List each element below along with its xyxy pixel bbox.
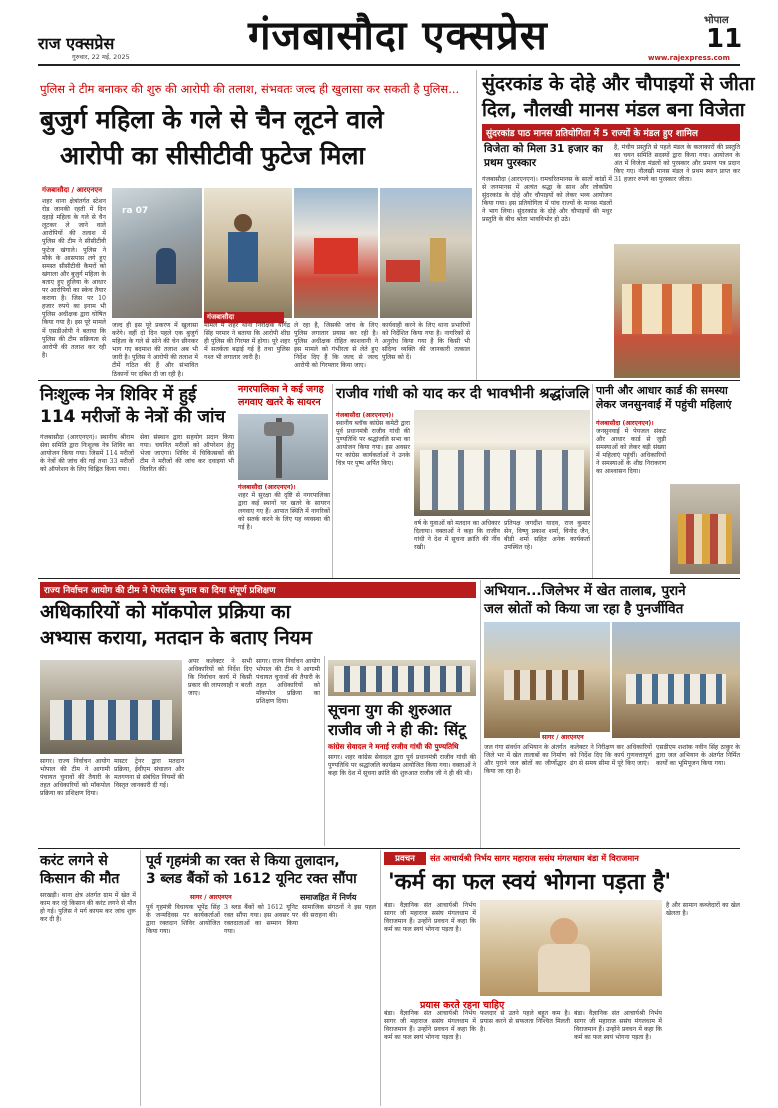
- edition-city: भोपाल: [704, 15, 729, 26]
- story2-boxhead-1: विजेता को मिला 31 हजार का: [484, 143, 603, 155]
- story12-body-col2: फलदार से उतने पहले बहुत कम है। प्रयास करने से सफलता निश्चित मिलती है।: [480, 1010, 570, 1034]
- story12-body-col2b: बंडा। वैज्ञानिक संत आचार्यश्री निर्भय सागर जी महाराज ससंघ मंगलधाम में विराजमान हैं। उन्होंने प्रवचन में कहा कि कर्म का फल स्वयं भोगना पड़ता है।: [574, 1010, 662, 1042]
- story1-headline-1: बुजुर्ग महिला के गले से चैन लूटने वाले: [40, 105, 384, 134]
- story5-headline: राजीव गांधी को याद कर दी भावभीनी श्रद्धांजलि: [336, 386, 590, 402]
- story9-body-col1: जल गंगा संवर्धन अभियान के अंतर्गत जिले भर में खेत तालाबों का निर्माण और पुराने जल स्रोतों का जीर्णोद्धार किया जा रहा है।: [484, 744, 566, 776]
- story3-body-col1: गंजबासौदा (आरएनएन)। स्थानीय श्रीराम सेवा समिति द्वारा निःशुल्क नेत्र शिविर का आयोजन किया गया। जिसमें 114 मरीजों के नेत्रों की जांच की गई तथा 33 मरीजों को ऑपरेशन के लिए चिह्नित किया गया।: [40, 434, 134, 474]
- story8-subhead: कांग्रेस सेवादल ने मनाई राजीव गांधी की पुण्यतिथि: [328, 742, 459, 751]
- divider: [140, 850, 141, 1106]
- story12-body-col3: है और सामान कब्जेदारों का खेल खेलता है।: [666, 902, 740, 918]
- story12-body-col1: बंडा। वैज्ञानिक संत आचार्यश्री निर्भय सागर जी महाराज ससंघ मंगलधाम में विराजमान हैं। उन्होंने प्रवचन में कहा कि कर्म का फल स्वयं भोगना पड़ता है।: [384, 902, 476, 934]
- divider: [332, 384, 333, 578]
- story12-headline: 'कर्म का फल स्वयं भोगना पड़ता है': [388, 870, 672, 895]
- story4-headline-2: लगवाए खतरे के सायरन: [238, 397, 321, 408]
- story1-photo-suspect: [204, 188, 292, 318]
- story1-photo-cctv: ra 07: [112, 188, 202, 318]
- story8-body: सागर। शहर कांग्रेस सेवादल द्वारा पूर्व प्रधानमंत्री राजीव गांधी की पुण्यतिथि पर श्रद्धांजलि कार्यक्रम आयोजित किया गया। वक्ताओं ने कहा कि देश में सूचना क्रांति की शुरुआत राजीव जी ने ही की थी।: [328, 754, 476, 778]
- story1-body-col3: मामले में शहर थाना निरीक्षक योगेंद्र सिंह परमार ने बताया कि आरोपी शीघ्र ही पुलिस की गिरफ्त में होगा। पूरे शहर में सतर्कता बढ़ाई गई है तथा पुलिस गश्त भी लगातार जारी है।: [204, 322, 290, 362]
- story2-body-col1: गंजबासौदा (आरएनएन)। रामचरितमानस के सातों कांडों में से जनमानस में अत्यंत श्रद्धा के साथ और लोकप्रिय सुंदरकांड के दोहे और चौपाइयों को लेकर भव्य आयोजन किया गया। इस प्रतियोगिता में पांच राज्यों के मानस मंडलों ने भाग लिया। सुंदरकांड के दोहे और चौपाइयों की मधुर प्रस्तुति के बीच श्रोता भावविभोर हो उठे।: [482, 176, 612, 224]
- story12-body-col1b: बंडा। वैज्ञानिक संत आचार्यश्री निर्भय सागर जी महाराज ससंघ मंगलधाम में विराजमान हैं। उन्होंने प्रवचन में कहा कि कर्म का फल स्वयं भोगना पड़ता है।: [384, 1010, 476, 1042]
- newspaper-title: राज एक्सप्रेस: [38, 34, 115, 53]
- story6-body: जनसुनवाई में पेयजल संकट और आधार कार्ड से जुड़ी समस्याओं को लेकर बड़ी संख्या में महिलाएं पहुंचीं। अधिकारियों ने समस्याओं के शीघ्र निराकरण का आश्वासन दिया।: [596, 428, 666, 476]
- story1-byline: गंजबासौदा / आरएनएन: [42, 186, 102, 194]
- story8-photo: [328, 660, 476, 696]
- story9-photo-site: [612, 622, 740, 738]
- story1-body-col4: ले रहा है, जिसकी जांच के लिए पुलिस लगातार प्रयास कर रही है। पुलिस अधीक्षक रोहित काशवानी ने इस मामले को गंभीरता से लेते हुए निर्देश दिए हैं कि जल्द से जल्द आरोपी को गिरफ्तार किया जाए।: [294, 322, 378, 370]
- story11-body-col2: 3 ब्लड बैंकों को 1612 यूनिट रक्त सौंपा गया। इस अवसर पर रक्तदाताओं का सम्मान किया गया।: [224, 904, 298, 936]
- story8-headline-2: राजीव जी ने ही की: सिंटू: [328, 721, 466, 739]
- story12-label: प्रवचन: [384, 852, 426, 865]
- story7-body-col3: अपर कलेक्टर ने सभी अधिकारियों को निर्देश दिए कि निर्वाचन कार्य में किसी प्रकार की लापरवाही न बरती जाए।: [188, 658, 252, 698]
- issue-date: गुरुवार, 22 मई, 2025: [72, 53, 130, 61]
- story1-kicker: पुलिस ने टीम बनाकर की शुरु की आरोपी की तलाश, संभवतः जल्द ही खुलासा कर सकती है पुलिस...: [40, 82, 460, 96]
- story1-photo-temple: [294, 188, 378, 318]
- story5-body-col1: स्थानीय ब्लॉक कांग्रेस कमेटी द्वारा पूर्व प्रधानमंत्री राजीव गांधी की पुण्यतिथि पर श्रद्धांजलि सभा का आयोजन किया गया। इस अवसर पर कांग्रेस कार्यकर्ताओं ने उनके चित्र पर पुष्प अर्पित किए।: [336, 420, 410, 468]
- story4-photo-siren: [238, 414, 328, 480]
- story12-subhead: प्रयास करते रहना चाहिए: [420, 1000, 505, 1011]
- divider: [324, 656, 325, 846]
- story3-headline-2: 114 मरीजों के नेत्रों की जांच: [40, 407, 226, 427]
- divider: [476, 70, 477, 380]
- divider: [592, 384, 593, 578]
- divider: [38, 578, 740, 579]
- story4-byline: गंजबासौदा (आरएनएन)।: [238, 484, 296, 491]
- story4-headline-1: नगरपालिका ने कई जगह: [238, 384, 324, 395]
- story2-headline-1: सुंदरकांड के दोहे और चौपाइयों से जीता: [482, 73, 755, 95]
- divider: [480, 580, 481, 848]
- story11-headline-2: 3 ब्लड बैंकों को 1612 यूनिट रक्त सौंपा: [146, 871, 357, 887]
- story12-kicker: संत आचार्यश्री निर्भय सागर महाराज ससंघ मंगलधाम बंडा में विराजमान: [430, 853, 639, 863]
- story9-body-col2: कलेक्टर ने निरीक्षण कर अधिकारियों को निर्देश दिए कि कार्य गुणवत्तापूर्ण ढंग से समय सीमा में पूरे किए जाएं।: [570, 744, 652, 768]
- masthead: [0, 0, 778, 66]
- story5-body-col3: प्रतिपक्ष जगदीश यादव, राज कुमार सेन, विष्णु प्रकाश शर्मा, विनोद जैन, बीडी शर्मा सहित अनेक कार्यकर्ता उपस्थित रहे।: [504, 520, 590, 552]
- story5-byline: गंजबासौदा (आरएनएन)।: [336, 412, 394, 419]
- story1-photo-label: गंजबासौदा: [204, 312, 284, 323]
- story9-byline: सागर / आरएनएन: [540, 732, 610, 741]
- page-title: गंजबासौदा एक्सप्रेस: [248, 13, 548, 59]
- story11-subhead: समाजहित में निर्णय: [300, 893, 357, 902]
- story7-body-col4: सागर। राज्य निर्वाचन आयोग भोपाल की टीम ने आगामी पंचायत चुनावों की तैयारी के तहत अधिकारियों को मॉकपोल प्रक्रिया का प्रशिक्षण दिया।: [256, 658, 320, 706]
- story6-photo: [670, 484, 740, 574]
- story3-body-col2: सेवा संस्थान द्वारा सहयोग प्रदान किया गया। चयनित मरीजों को ऑपरेशन हेतु भेजा जाएगा। शिविर में चिकित्सकों की टीम ने मरीजों की जांच कर दवाइयां भी वितरित कीं।: [140, 434, 234, 474]
- story4-body: शहर में सुरक्षा की दृष्टि से नगरपालिका द्वारा कई स्थानों पर खतरे के सायरन लगवाए गए हैं। आपात स्थिति में नागरिकों को सतर्क करने के लिए यह व्यवस्था की गई है।: [238, 492, 330, 532]
- story9-body-col3: एसडीएम शशांक नवीन सिंह ठाकुर के द्वारा जल अभियान के अंतर्गत निर्मित कार्यों का भूमिपूजन किया गया।: [656, 744, 740, 768]
- divider: [380, 850, 381, 1106]
- story6-byline: गंजबासौदा (आरएनएन)।: [596, 420, 654, 427]
- story8-headline-1: सूचना युग की शुरुआत: [328, 701, 452, 719]
- story1-photo-police: [380, 188, 472, 318]
- story2-headline-2: दिल, नौलखी मानस मंडल बना विजेता: [482, 99, 745, 121]
- story7-body-col1: सागर। राज्य निर्वाचन आयोग भोपाल की टीम ने आगामी पंचायत चुनावों की तैयारी के तहत अधिकारियों को मॉकपोल प्रक्रिया का प्रशिक्षण दिया।: [40, 758, 110, 798]
- story7-body-col2: मास्टर ट्रेनर द्वारा मतदान प्रक्रिया, ईवीएम संचालन और मतगणना से संबंधित नियमों की विस्तृत जानकारी दी गई।: [114, 758, 184, 790]
- story10-headline-2: किसान की मौत: [40, 871, 120, 887]
- website-link[interactable]: www.rajexpress.com: [648, 54, 730, 62]
- story9-headline-1: अभियान...जिलेभर में खेत तालाब, पुराने: [484, 583, 686, 599]
- story6-headline-1: पानी और आधार कार्ड की समस्या: [596, 384, 728, 397]
- story5-body-col2: वर्ष के युवाओं को मतदान का अधिकार दिलाया। वक्ताओं ने कहा कि राजीव गांधी ने देश में सूचना क्रांति की नींव रखी।: [414, 520, 500, 552]
- story6-headline-2: लेकर जनसुनवाई में पहुंची महिलाएं: [596, 398, 732, 411]
- story11-byline: सागर / आरएनएन: [190, 894, 232, 901]
- story9-photo-field: [484, 622, 610, 738]
- story10-body: सरखड़ी। थाना क्षेत्र अंतर्गत ग्राम में खेत में काम कर रहे किसान की करंट लगने से मौत हो गई। पुलिस ने मर्ग कायम कर जांच शुरू कर दी है।: [40, 892, 136, 924]
- story11-body-col1: पूर्व गृहमंत्री विधायक भूपेंद्र सिंह के जन्मदिवस पर कार्यकर्ताओं द्वारा रक्तदान शिविर आयोजित किया गया।: [146, 904, 220, 936]
- story11-headline-1: पूर्व गृहमंत्री का रक्त से किया तुलादान,: [146, 853, 340, 869]
- story3-headline-1: निःशुल्क नेत्र शिविर में हुई: [40, 385, 197, 405]
- masthead-rule: [38, 64, 740, 66]
- story2-subhead: सुंदरकांड पाठ मानस प्रतियोगिता में 5 राज्यों के मंडल हुए शामिल: [482, 124, 740, 141]
- story7-headline-1: अधिकारियों को मॉकपोल प्रक्रिया का: [40, 601, 291, 623]
- story10-headline-1: करंट लगने से: [40, 853, 108, 869]
- story12-photo-saint: [480, 900, 662, 996]
- story7-headline-2: अभ्यास कराया, मतदान के बताए नियम: [40, 627, 313, 649]
- story5-photo-tribute: [414, 410, 590, 516]
- story9-headline-2: जल स्रोतों को किया जा रहा है पुनर्जीवित: [484, 601, 684, 617]
- story2-photo-winners: [614, 244, 740, 378]
- story2-body-col2: है, मंचीय प्रस्तुति से पहले मंडल के कलाकारों की प्रस्तुति का चयन समिति सदस्यों द्वारा किया गया। आयोजन के अंत में विजेता मंडलों को पुरस्कार और प्रमाण पत्र प्रदान किए गए। नौलखी मानस मंडल ने प्रथम स्थान प्राप्त कर 31 हजार रुपये का पुरस्कार जीता।: [614, 144, 740, 184]
- story1-body-col1: शहर थाना क्षेत्रांतर्गत स्टेशन रोड जानकी रहती में दिन दहाड़े महिला के गले से चैन लूटकर ले जाने वाले आरोपियों की तलाश में पुलिस की टीम ने सीसीटीवी फुटेज खंगाले। पुलिस ने मौके के आसपास लगे हुए समस्त सीसीटीवी कैमरों को खंगाला और बुजुर्ग महिला के बताए हुए हुलिया के आधार पर आरोपियों का स्केच तैयार कराया है। जिस पर 10 हजार रुपये का इनाम भी पुलिस अधीक्षक द्वारा घोषित किया गया है। इस पूरे मामले में एसडीओपी ने बताया कि पुलिस की टीम सक्रियता से आरोपी की तलाश कर रही है।: [42, 198, 106, 359]
- story7-photo-training: [40, 660, 182, 754]
- story1-body-col2: जल्द ही इस पूरे प्रकरण में खुलासा करेंगे। वहीं दो दिन पहले एक बुजुर्ग महिला के गले से सोने की चेन छीनकर भाग गए बदमाश की तलाश अब भी जारी है। पुलिस ने आरोपी की तलाश में टीमें गठित की हैं और संभावित ठिकानों पर दबिश दी जा रही है।: [112, 322, 198, 378]
- divider: [38, 380, 740, 381]
- page-number: 11: [706, 24, 743, 54]
- story2-boxhead-2: प्रथम पुरस्कार: [484, 157, 537, 169]
- story11-body-col3: सामाजिक संगठनों ने इस पहल की सराहना की।: [302, 904, 376, 920]
- divider: [38, 848, 740, 849]
- story1-headline-2: आरोपी का सीसीटीवी फुटेज मिला: [60, 141, 365, 170]
- story1-body-col5: कार्यवाही करने के लिए थाना प्रभारियों को निर्देशित किया गया है। नागरिकों से अनुरोध किया गया है कि किसी भी संदिग्ध व्यक्ति की जानकारी तत्काल पुलिस को दें।: [382, 322, 470, 362]
- story7-kicker: राज्य निर्वाचन आयोग की टीम ने पेपरलेस चुनाव का दिया संपूर्ण प्रशिक्षण: [40, 582, 476, 598]
